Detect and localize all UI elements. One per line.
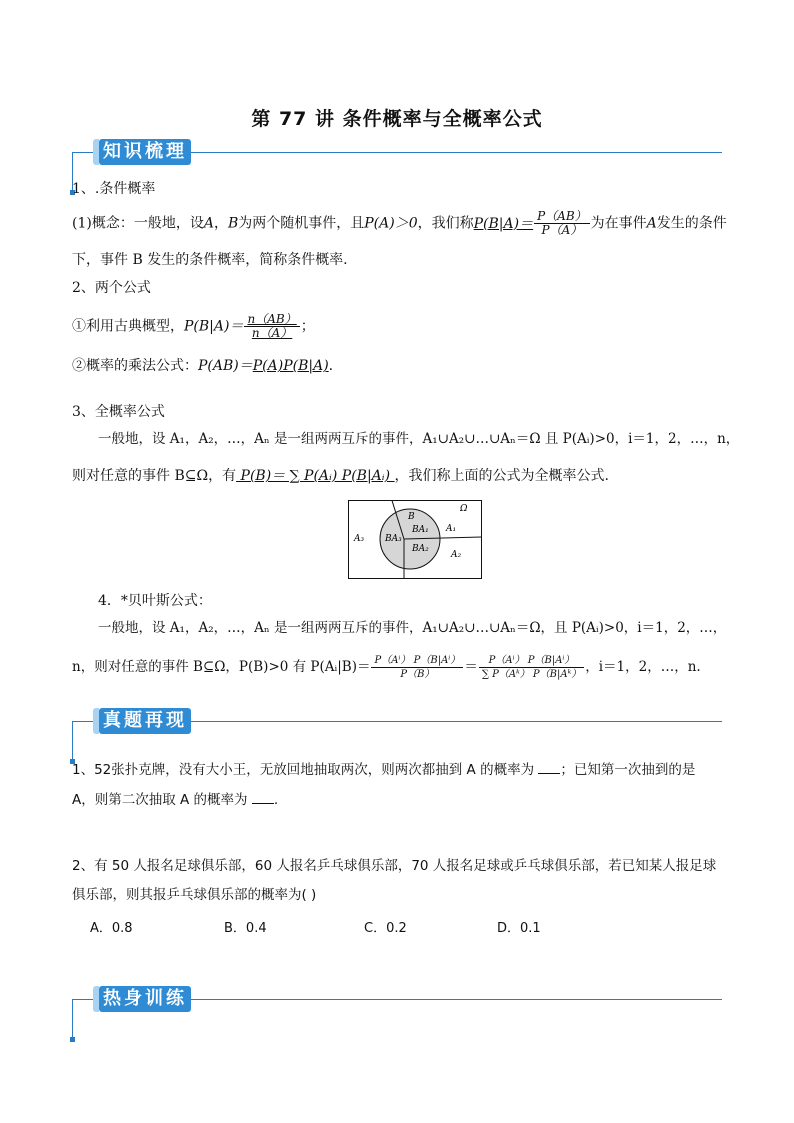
- text: n，则对任意的事件 B⊆Ω，P(B)>0 有 P(Aᵢ|B)＝: [72, 659, 371, 675]
- formula: P(AB)＝: [198, 358, 253, 374]
- text: ＝: [464, 659, 478, 675]
- text: ，我们称: [417, 215, 474, 232]
- formula-classical: [72, 313, 728, 340]
- ba2-label: BA₂: [412, 544, 429, 554]
- ba1-label: BA₁: [412, 525, 429, 535]
- page-title: 第 77 讲 条件概率与全概率公式: [251, 108, 543, 130]
- text: ，i＝1，2，…，n.: [585, 659, 701, 675]
- fraction-denominator: P（A）: [541, 223, 583, 237]
- total-probability-formula: P(B)＝ ∑ P(Aᵢ) P(B|Aᵢ): [236, 468, 395, 484]
- fraction-numerator: P（Aⁱ） P（B|Aⁱ）: [371, 654, 463, 668]
- question-1-line-1: [72, 761, 728, 779]
- ba3-label: BA₃: [385, 534, 402, 544]
- fraction-denominator: P（B）: [400, 669, 435, 680]
- text: A，则第二次抽取 A 的概率为: [72, 792, 248, 808]
- definition-line: [72, 210, 728, 237]
- formula: P(B|A)＝: [184, 318, 244, 335]
- option-c[interactable]: C．0.2: [364, 921, 407, 936]
- question-2-line-1: 2、有 50 人报名足球俱乐部，60 人报名乒乓球俱乐部，70 人报名足球或乒乓球俱乐部，若已知某人报足球: [72, 858, 717, 874]
- fraction-numerator: P（AB）: [534, 210, 590, 224]
- text: ①利用古典概型，: [72, 318, 184, 335]
- a1-label: A₁: [446, 524, 457, 534]
- option-a[interactable]: A．0.8: [90, 921, 133, 936]
- text: ；已知第一次抽到的是: [560, 762, 696, 778]
- text: 为在事件: [590, 215, 647, 232]
- banner-vertical-rule: [72, 999, 73, 1037]
- section-banner-real: [72, 708, 722, 748]
- formula: P(B|A)＝: [473, 215, 534, 232]
- definition-line-2: 下，事件 B 发生的条件概率，简称条件概率.: [72, 252, 348, 268]
- text: 发生的条件: [656, 215, 727, 232]
- fraction-numerator: P（Aⁱ） P（B|Aⁱ）: [479, 654, 584, 668]
- text: .: [328, 358, 334, 374]
- question-1-line-2: [72, 791, 728, 809]
- fraction-denominator: n（A）: [251, 326, 293, 340]
- heading-two-formulas: 2、两个公式: [72, 280, 151, 296]
- banner-dot: [70, 1037, 75, 1042]
- total-probability-line-1: 一般地，设 A₁，A₂，…，Aₙ 是一组两两互斥的事件，A₁∪A₂∪…∪Aₙ＝Ω 且 P(Aᵢ)>0，i＝1，2，…，n，: [98, 431, 740, 447]
- fraction: [244, 313, 299, 340]
- b-label: B: [408, 512, 415, 522]
- answer-blank[interactable]: [538, 761, 560, 774]
- text: 则对任意的事件 B⊆Ω，有: [72, 468, 237, 484]
- total-probability-line-2: [72, 467, 728, 485]
- text: ②概率的乘法公式：: [72, 358, 198, 374]
- text: 1、52张扑克牌，没有大小王，无放回地抽取两次，则两次都抽到 A 的概率为: [72, 762, 535, 778]
- fraction-numerator: n（AB）: [244, 313, 299, 327]
- bayes-line-2: [72, 654, 728, 681]
- fraction: [371, 654, 463, 681]
- fraction: [479, 654, 584, 681]
- fraction: [534, 210, 590, 237]
- formula-underlined: [473, 209, 591, 237]
- question-2-line-2: 俱乐部，则其报乒乓球俱乐部的概率为( ): [72, 887, 317, 903]
- var: A: [203, 215, 214, 232]
- a3-label: A₃: [354, 534, 365, 544]
- text: ，我们称上面的公式为全概率公式.: [394, 468, 609, 484]
- formula-underlined: P(A)P(B|A): [252, 358, 329, 374]
- text: ；: [300, 318, 315, 335]
- formula: P(A)＞0: [364, 215, 418, 232]
- answer-blank[interactable]: [252, 791, 274, 804]
- text: 为两个随机事件，且: [238, 215, 365, 232]
- section-banner-warm: [72, 986, 722, 1026]
- option-d[interactable]: D．0.1: [497, 921, 541, 936]
- option-b[interactable]: B．0.4: [224, 921, 267, 936]
- a2-label: A₂: [451, 550, 462, 560]
- fraction-denominator: ∑ P（Aᵏ） P（B|Aᵏ）: [481, 669, 582, 680]
- text: ，: [213, 215, 228, 232]
- heading-conditional-probability: 1、.条件概率: [72, 181, 156, 197]
- section-title: 真题再现: [99, 708, 191, 734]
- heading-bayes: 4．*贝叶斯公式：: [98, 593, 212, 609]
- text: .: [273, 792, 279, 808]
- heading-total-probability: 3、全概率公式: [72, 404, 165, 420]
- bayes-line-1: 一般地，设 A₁，A₂，…，Aₙ 是一组两两互斥的事件，A₁∪A₂∪…∪Aₙ＝Ω，且 P(Aᵢ)>0，i＝1，2，…，: [98, 620, 727, 636]
- formula-multiplication: [72, 357, 728, 375]
- var: A: [646, 215, 657, 232]
- venn-diagram: [348, 500, 482, 579]
- omega-label: Ω: [460, 504, 468, 514]
- section-banner-knowledge: [72, 139, 722, 179]
- section-title: 热身训练: [99, 986, 191, 1012]
- section-title: 知识梳理: [99, 139, 191, 165]
- text: (1)概念：一般地，设: [72, 215, 204, 232]
- banner-vertical-rule: [72, 721, 73, 759]
- var: B: [227, 215, 239, 232]
